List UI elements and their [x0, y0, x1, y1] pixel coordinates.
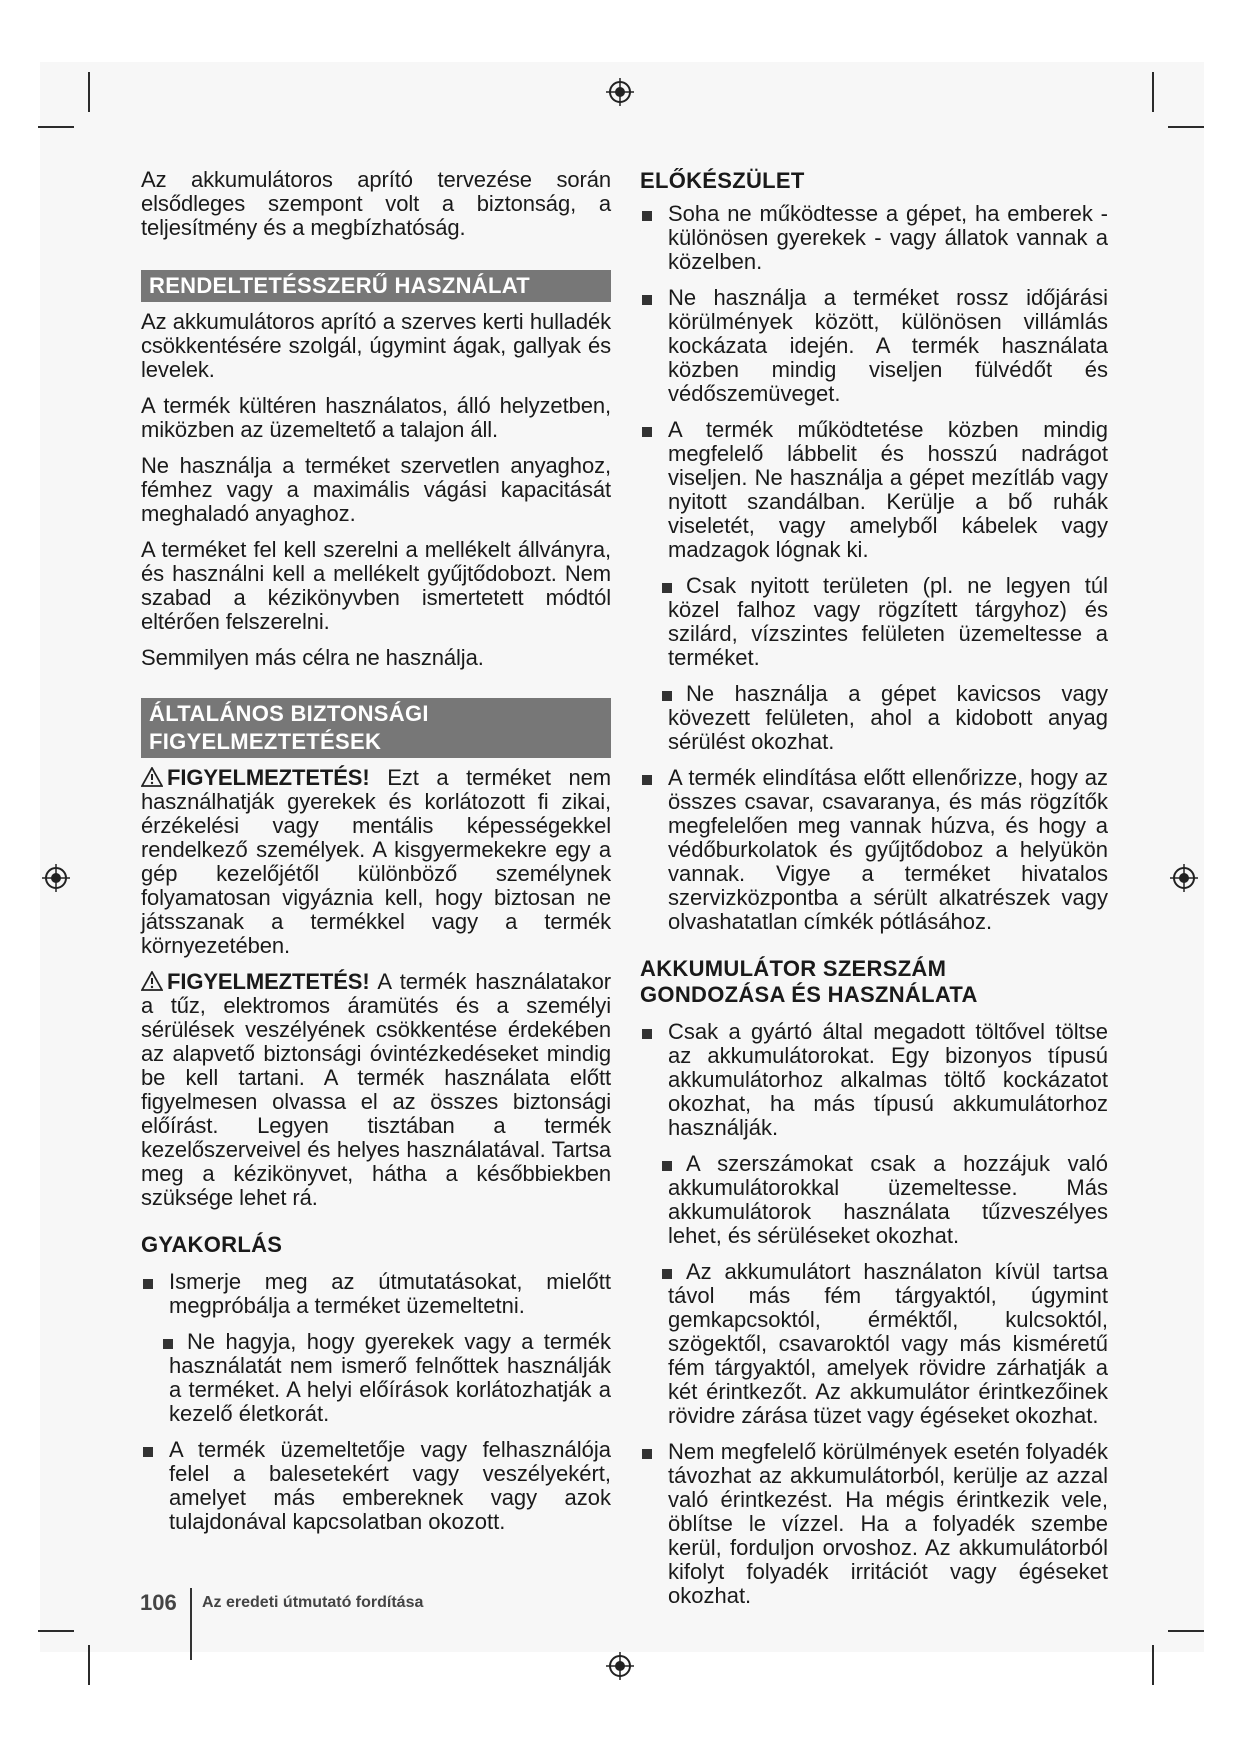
footer-text: Az eredeti útmutató fordítása — [202, 1594, 424, 1611]
list-item-text: Ne használja a gépet kavicsos vagy kövezett felületen, ahol a kidobott anyag sérülést okozhat. — [668, 681, 1108, 754]
heading-line: GONDOZÁSA ÉS HASZNÁLATA — [640, 982, 978, 1007]
section-banner-intended-use: RENDELTETÉSSZERŰ HASZNÁLAT — [141, 270, 611, 302]
list-item-text: Csak nyitott területen (pl. ne legyen túl közel falhoz vagy rögzített tárgyhoz) és szilárd, vízszintes felületen üzemeltesse a terméket. — [668, 573, 1108, 670]
paragraph: Ne használja a terméket szervetlen anyaghoz, fémhez vagy a maximális vágási kapacitását meghaladó anyaghoz. — [141, 453, 611, 526]
crop-mark-bottom-right-v — [1152, 1645, 1154, 1685]
crop-mark-bottom-left-h — [38, 1630, 74, 1632]
registration-icon-right — [1168, 862, 1200, 894]
warning-paragraph — [141, 970, 611, 1210]
warning-triangle-icon — [141, 767, 163, 787]
list-item — [640, 1152, 1108, 1248]
warning-text: Ezt a terméket nem használhatják gyerekek és korlátozott fi zikai, érzékelési vagy mentális képességekkel rendelkező személyek. A kisgyermekekre egy a gép kezelőjétől különböző személynek folyamatosan vigyáznia kell, hogy biztosan ne játsszanak a termékkel vagy a termék környezetében. — [141, 765, 611, 958]
registration-icon-bottom — [604, 1650, 636, 1682]
paragraph: A terméket fel kell szerelni a mellékelt állványra, és használni kell a mellékelt gyűjtődobozt. Nem szabad a kézikönyvben ismertetett módtól eltérően felszerelni. — [141, 537, 611, 634]
list-item — [141, 1270, 611, 1318]
list-item — [640, 682, 1108, 754]
section-banner-general-safety — [141, 698, 611, 758]
list-item-text: Nem megfelelő körülmények esetén folyadék távozhat az akkumulátorból, kerülje az azzal való érintkezést. Ha mégis érintkezik vele, öblítse le vízzel. Ha a folyadék szembe kerül, forduljon orvoshoz. Az akkumulátorból kifolyt folyadék irritációt vagy égéseket okozhat. — [668, 1439, 1108, 1608]
banner-line: FIGYELMEZTETÉSEK — [149, 729, 382, 754]
bullet-square-icon — [662, 691, 672, 701]
bullet-square-icon — [662, 583, 672, 593]
footer-divider — [190, 1588, 192, 1660]
intro-paragraph: Az akkumulátoros aprító tervezése során elsődleges szempont volt a biztonság, a teljesítmény és a megbízhatóság. — [141, 167, 611, 240]
warning-heading: FIGYELMEZTETÉS! — [167, 765, 370, 790]
list-item — [640, 286, 1108, 406]
list-item-text: A termék működtetése közben mindig megfelelő lábbelit és hosszú nadrágot viseljen. Ne használja a gépet mezítláb vagy nyitott szandálban. Kerülje a bő ruhák viseletét, vagy amelyből kábelek vagy madzagok lógnak ki. — [668, 417, 1108, 562]
warning-heading: FIGYELMEZTETÉS! — [167, 969, 370, 994]
crop-mark-top-right-h — [1168, 126, 1204, 128]
bullet-square-icon — [642, 295, 652, 305]
list-item-text: Soha ne működtesse a gépet, ha emberek - különösen gyerekek - vagy állatok vannak a közelben. — [668, 201, 1108, 274]
heading-line: AKKUMULÁTOR SZERSZÁM — [640, 956, 947, 981]
list-item — [640, 574, 1108, 670]
list-item-text: Csak a gyártó által megadott töltővel töltse az akkumulátorokat. Egy bizonyos típusú akkumulátorhoz alkalmas töltő kockázatot okozhat, ha más típusú akkumulátorhoz használják. — [668, 1019, 1108, 1140]
banner-line: ÁLTALÁNOS BIZTONSÁGI — [149, 701, 429, 726]
registration-icon-left — [40, 862, 72, 894]
right-column — [640, 168, 1108, 1620]
list-item — [640, 1440, 1108, 1608]
warning-triangle-icon — [141, 971, 163, 991]
list-item-text: A termék elindítása előtt ellenőrizze, hogy az összes csavar, csavaranya, és más rögzítők megfelelően meg vannak húzva, és hogy a védőburkolatok és gyűjtődoboz a helyükön vannak. Vigye a terméket hivatalos szervizközpontba a sérült alkatrészek vagy olvashatatlan címkék pótlásához. — [668, 765, 1108, 934]
list-item — [640, 766, 1108, 934]
list-item-text: Az akkumulátort használaton kívül tartsa távol más fém tárgyaktól, úgymint gemkapcsoktól, érméktől, kulcsoktól, szögektől, csavaroktól vagy más kisméretű fém tárgyaktól, amelyek rövidre zárhatják a két érintkezőt. Az akkumulátor érintkezőinek rövidre zárása tüzet vagy égéseket okozhat. — [668, 1259, 1108, 1428]
crop-mark-bottom-right-h — [1168, 1630, 1204, 1632]
bullet-square-icon — [642, 1449, 652, 1459]
crop-mark-top-left-v — [88, 72, 90, 112]
crop-mark-top-left-h — [38, 126, 74, 128]
section-heading-practice: GYAKORLÁS — [141, 1232, 283, 1257]
left-column — [141, 168, 611, 1546]
bullet-square-icon — [642, 211, 652, 221]
bullet-square-icon — [642, 427, 652, 437]
section-heading-preparation: ELŐKÉSZÜLET — [640, 168, 805, 193]
list-item — [640, 1020, 1108, 1140]
list-item — [141, 1330, 611, 1426]
bullet-square-icon — [143, 1447, 153, 1457]
list-item-text: A szerszámokat csak a hozzájuk való akkumulátorokkal üzemeltesse. Más akkumulátorok használata tűzveszélyes lehet, és sérüléseket okozhat. — [668, 1151, 1108, 1248]
list-item-text: Ismerje meg az útmutatásokat, mielőtt megpróbálja a terméket üzemeltetni. — [169, 1269, 611, 1318]
warning-paragraph — [141, 766, 611, 958]
bullet-square-icon — [662, 1269, 672, 1279]
bullet-square-icon — [662, 1161, 672, 1171]
page-number: 106 — [140, 1590, 177, 1615]
bullet-square-icon — [642, 775, 652, 785]
list-item-text: Ne használja a terméket rossz időjárási körülmények között, különösen villámlás kockázata idején. A termék használata közben mindig viseljen fülvédőt és védőszemüveget. — [668, 285, 1108, 406]
bullet-square-icon — [163, 1339, 173, 1349]
paragraph: Az akkumulátoros aprító a szerves kerti hulladék csökkentésére szolgál, úgymint ágak, gallyak és levelek. — [141, 309, 611, 382]
list-item — [141, 1438, 611, 1534]
list-item — [640, 418, 1108, 562]
bullet-square-icon — [143, 1279, 153, 1289]
bullet-square-icon — [642, 1029, 652, 1039]
list-item-text: A termék üzemeltetője vagy felhasználója felel a balesetekért vagy veszélyekért, amelyet más embereknek vagy azok tulajdonával kapcsolatban okozott. — [169, 1437, 611, 1534]
list-item-text: Ne hagyja, hogy gyerekek vagy a termék használatát nem ismerő felnőttek használják a terméket. A helyi előírások korlátozhatják a kezelő életkorát. — [169, 1329, 611, 1426]
list-item — [640, 202, 1108, 274]
paragraph: Semmilyen más célra ne használja. — [141, 645, 484, 670]
list-item — [640, 1260, 1108, 1428]
registration-icon-top — [604, 76, 636, 108]
section-heading-battery-tool — [640, 956, 1108, 1008]
paragraph: A termék kültéren használatos, álló helyzetben, miközben az üzemeltető a talajon áll. — [141, 393, 611, 442]
warning-text: A termék használatakor a tűz, elektromos áramütés és a személyi sérülések veszélyének csökkentése érdekében az alapvető biztonsági óvintézkedéseket mindig be kell tartani. A termék használata előtt figyelmesen olvassa el az összes biztonsági előírást. Legyen tisztában a termék kezelőszerveivel és helyes használatával. Tartsa meg a kézikönyvet, hátha a későbbiekben szüksége lehet rá. — [141, 969, 611, 1210]
crop-mark-top-right-v — [1152, 72, 1154, 112]
crop-mark-bottom-left-v — [88, 1645, 90, 1685]
